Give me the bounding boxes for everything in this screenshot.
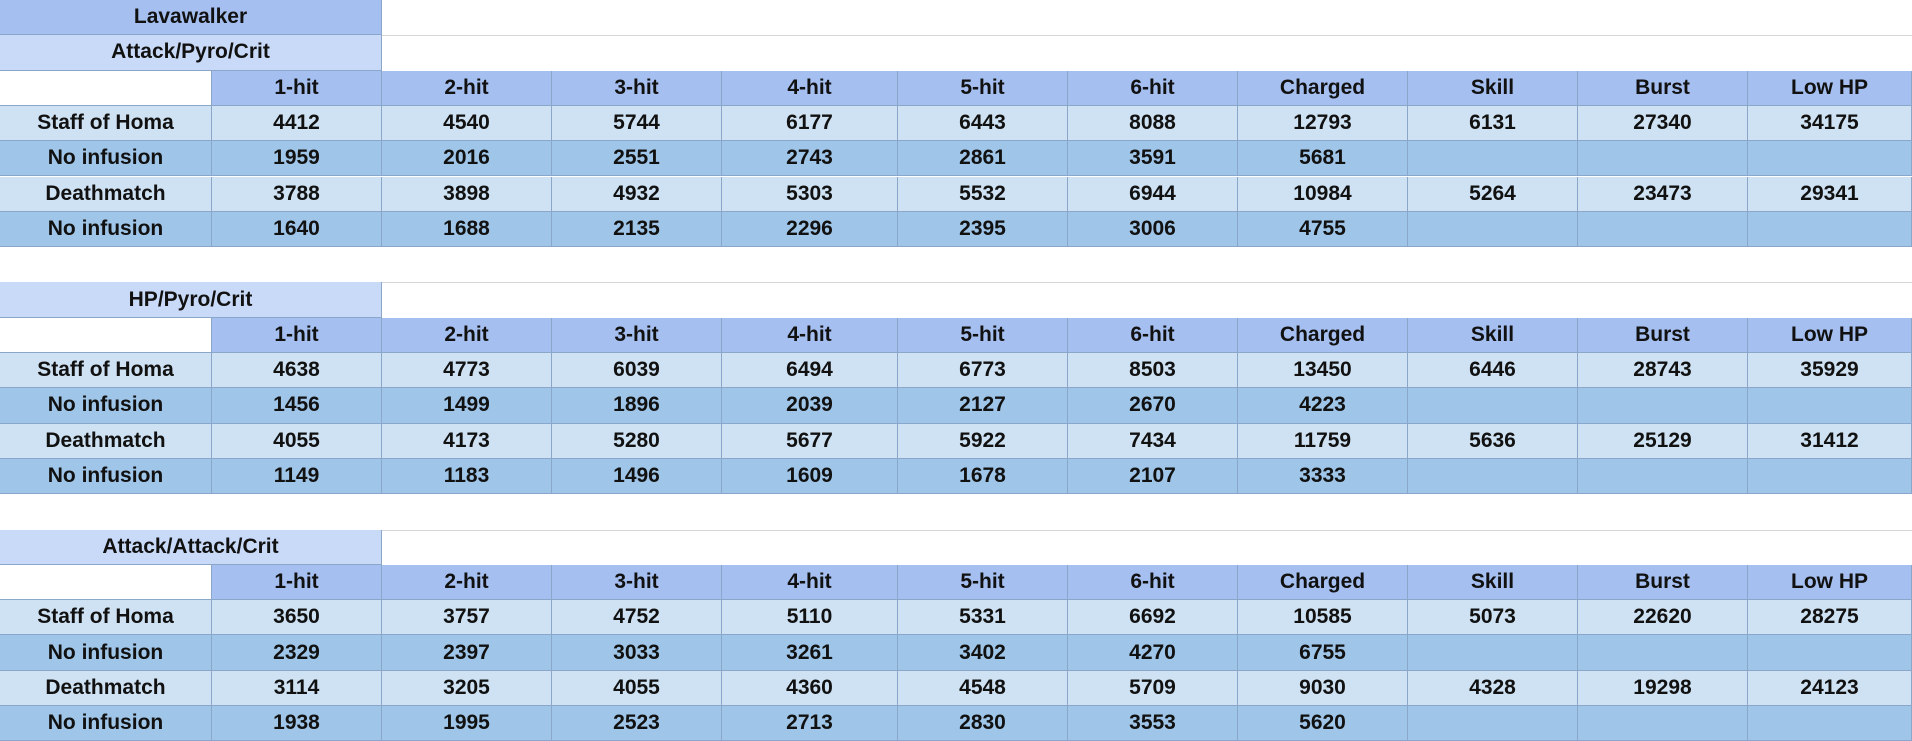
column-header-row (0, 318, 1912, 353)
data-cell[interactable]: 5331 (898, 600, 1068, 635)
section-label-cell[interactable]: Attack/Pyro/Crit (0, 35, 382, 70)
table-row (0, 600, 1912, 635)
data-cell[interactable]: 10585 (1238, 600, 1408, 635)
data-cell[interactable]: 2670 (1068, 388, 1238, 423)
table-row (0, 424, 1912, 459)
data-cell[interactable]: 3402 (898, 635, 1068, 670)
column-header-cell[interactable]: 2-hit (382, 71, 552, 106)
data-cell[interactable]: 4548 (898, 671, 1068, 706)
data-cell[interactable] (1578, 388, 1748, 423)
column-header-cell[interactable]: Charged (1238, 565, 1408, 600)
weapon-name-cell[interactable]: Staff of Homa (0, 600, 212, 635)
column-header-cell[interactable]: 1-hit (212, 565, 382, 600)
weapon-name-cell[interactable]: No infusion (0, 388, 212, 423)
table-row (0, 106, 1912, 141)
data-cell[interactable]: 5744 (552, 106, 722, 141)
data-cell[interactable]: 3333 (1238, 459, 1408, 494)
data-cell[interactable]: 2329 (212, 635, 382, 670)
data-cell[interactable]: 3650 (212, 600, 382, 635)
data-cell[interactable]: 2107 (1068, 459, 1238, 494)
data-cell[interactable]: 4173 (382, 424, 552, 459)
data-cell[interactable]: 5681 (1238, 141, 1408, 176)
data-cell[interactable]: 4328 (1408, 671, 1578, 706)
data-cell[interactable]: 29341 (1748, 177, 1912, 212)
data-cell[interactable]: 1499 (382, 388, 552, 423)
data-cell[interactable]: 2039 (722, 388, 898, 423)
column-header-row (0, 565, 1912, 600)
data-cell[interactable]: 35929 (1748, 353, 1912, 388)
data-cell[interactable]: 2551 (552, 141, 722, 176)
data-cell[interactable]: 2523 (552, 706, 722, 741)
data-cell[interactable]: 12793 (1238, 106, 1408, 141)
data-cell[interactable]: 1496 (552, 459, 722, 494)
weapon-name-cell[interactable]: No infusion (0, 212, 212, 247)
data-cell[interactable]: 34175 (1748, 106, 1912, 141)
data-cell[interactable]: 3205 (382, 671, 552, 706)
data-cell[interactable]: 3006 (1068, 212, 1238, 247)
data-cell[interactable] (1578, 706, 1748, 741)
column-header-cell[interactable]: 1-hit (212, 71, 382, 106)
data-cell[interactable] (1748, 706, 1912, 741)
data-cell[interactable]: 3261 (722, 635, 898, 670)
data-cell[interactable]: 6944 (1068, 177, 1238, 212)
title-row (0, 0, 1912, 35)
data-cell[interactable]: 13450 (1238, 353, 1408, 388)
weapon-name-cell[interactable]: No infusion (0, 141, 212, 176)
data-cell[interactable]: 3788 (212, 177, 382, 212)
weapon-name-cell[interactable]: Staff of Homa (0, 353, 212, 388)
data-cell[interactable] (1748, 388, 1912, 423)
weapon-name-cell[interactable]: No infusion (0, 635, 212, 670)
data-cell[interactable]: 2016 (382, 141, 552, 176)
table-row (0, 177, 1912, 212)
spacer-row (0, 494, 1912, 529)
data-cell[interactable] (1578, 212, 1748, 247)
data-cell[interactable]: 3591 (1068, 141, 1238, 176)
data-cell[interactable]: 4752 (552, 600, 722, 635)
table-row (0, 353, 1912, 388)
data-cell[interactable]: 1640 (212, 212, 382, 247)
column-header-cell[interactable]: Low HP (1748, 565, 1912, 600)
column-header-cell[interactable]: Skill (1408, 318, 1578, 353)
corner-cell[interactable] (0, 318, 212, 353)
table-row (0, 388, 1912, 423)
data-cell[interactable]: 1678 (898, 459, 1068, 494)
column-header-cell[interactable]: 2-hit (382, 565, 552, 600)
data-cell[interactable]: 5264 (1408, 177, 1578, 212)
column-header-cell[interactable]: 4-hit (722, 318, 898, 353)
data-cell[interactable]: 28743 (1578, 353, 1748, 388)
data-cell[interactable]: 2135 (552, 212, 722, 247)
data-cell[interactable]: 5532 (898, 177, 1068, 212)
data-cell[interactable]: 4773 (382, 353, 552, 388)
column-header-cell[interactable]: 6-hit (1068, 318, 1238, 353)
weapon-name-cell[interactable]: Staff of Homa (0, 106, 212, 141)
data-cell[interactable]: 4638 (212, 353, 382, 388)
data-cell[interactable]: 3033 (552, 635, 722, 670)
data-cell[interactable] (1748, 635, 1912, 670)
section-label-row (0, 282, 1912, 317)
column-header-cell[interactable]: 5-hit (898, 71, 1068, 106)
data-cell[interactable]: 5303 (722, 177, 898, 212)
data-cell[interactable]: 1688 (382, 212, 552, 247)
data-cell[interactable]: 4755 (1238, 212, 1408, 247)
data-cell[interactable]: 4270 (1068, 635, 1238, 670)
data-cell[interactable]: 6692 (1068, 600, 1238, 635)
data-cell[interactable] (1408, 212, 1578, 247)
data-cell[interactable]: 28275 (1748, 600, 1912, 635)
weapon-name-cell[interactable]: Deathmatch (0, 424, 212, 459)
column-header-cell[interactable]: 3-hit (552, 565, 722, 600)
column-header-cell[interactable]: 6-hit (1068, 71, 1238, 106)
column-header-cell[interactable]: Charged (1238, 71, 1408, 106)
data-cell[interactable]: 3553 (1068, 706, 1238, 741)
table-row (0, 212, 1912, 247)
section-label-cell[interactable]: Attack/Attack/Crit (0, 530, 382, 565)
data-cell[interactable]: 6443 (898, 106, 1068, 141)
data-cell[interactable]: 27340 (1578, 106, 1748, 141)
data-cell[interactable] (1408, 706, 1578, 741)
data-cell[interactable]: 5636 (1408, 424, 1578, 459)
data-cell[interactable]: 6131 (1408, 106, 1578, 141)
column-header-cell[interactable]: 4-hit (722, 71, 898, 106)
data-cell[interactable]: 6755 (1238, 635, 1408, 670)
data-cell[interactable]: 4055 (212, 424, 382, 459)
data-cell[interactable]: 1183 (382, 459, 552, 494)
column-header-cell[interactable]: Charged (1238, 318, 1408, 353)
data-cell[interactable]: 5677 (722, 424, 898, 459)
data-cell[interactable]: 1995 (382, 706, 552, 741)
data-cell[interactable]: 2395 (898, 212, 1068, 247)
data-cell[interactable]: 2830 (898, 706, 1068, 741)
data-cell[interactable]: 6039 (552, 353, 722, 388)
weapon-name-cell[interactable]: Deathmatch (0, 671, 212, 706)
data-cell[interactable] (1408, 459, 1578, 494)
data-cell[interactable]: 9030 (1238, 671, 1408, 706)
column-header-cell[interactable]: 4-hit (722, 565, 898, 600)
title-cell[interactable]: Lavawalker (0, 0, 382, 35)
data-cell[interactable]: 1609 (722, 459, 898, 494)
data-cell[interactable]: 23473 (1578, 177, 1748, 212)
data-cell[interactable]: 2861 (898, 141, 1068, 176)
table-row (0, 141, 1912, 176)
data-cell[interactable]: 1149 (212, 459, 382, 494)
column-header-cell[interactable]: 5-hit (898, 318, 1068, 353)
data-cell[interactable] (1408, 388, 1578, 423)
data-cell[interactable] (1578, 141, 1748, 176)
data-cell[interactable]: 4360 (722, 671, 898, 706)
data-cell[interactable]: 5110 (722, 600, 898, 635)
data-cell[interactable]: 2743 (722, 141, 898, 176)
data-cell[interactable]: 4055 (552, 671, 722, 706)
column-header-cell[interactable]: 6-hit (1068, 565, 1238, 600)
data-cell[interactable]: 2127 (898, 388, 1068, 423)
data-cell[interactable]: 5073 (1408, 600, 1578, 635)
data-cell[interactable]: 11759 (1238, 424, 1408, 459)
data-cell[interactable]: 6177 (722, 106, 898, 141)
column-header-cell[interactable]: 5-hit (898, 565, 1068, 600)
column-header-cell[interactable]: Low HP (1748, 318, 1912, 353)
section-label-cell[interactable]: HP/Pyro/Crit (0, 282, 382, 317)
table-row (0, 635, 1912, 670)
table-row (0, 459, 1912, 494)
data-cell[interactable]: 19298 (1578, 671, 1748, 706)
data-cell[interactable]: 6773 (898, 353, 1068, 388)
data-cell[interactable]: 25129 (1578, 424, 1748, 459)
data-cell[interactable]: 5620 (1238, 706, 1408, 741)
corner-cell[interactable] (0, 71, 212, 106)
data-cell[interactable]: 4412 (212, 106, 382, 141)
table-row (0, 671, 1912, 706)
data-cell[interactable] (1748, 459, 1912, 494)
data-cell[interactable]: 24123 (1748, 671, 1912, 706)
data-cell[interactable]: 31412 (1748, 424, 1912, 459)
data-cell[interactable]: 5709 (1068, 671, 1238, 706)
spacer-row (0, 247, 1912, 282)
section-label-row (0, 35, 1912, 70)
data-cell[interactable]: 10984 (1238, 177, 1408, 212)
data-cell[interactable]: 7434 (1068, 424, 1238, 459)
column-header-cell[interactable]: 1-hit (212, 318, 382, 353)
column-header-cell[interactable]: 3-hit (552, 318, 722, 353)
column-header-cell[interactable]: 3-hit (552, 71, 722, 106)
column-header-cell[interactable]: Burst (1578, 318, 1748, 353)
data-cell[interactable]: 1938 (212, 706, 382, 741)
data-cell[interactable]: 4932 (552, 177, 722, 212)
data-cell[interactable]: 3898 (382, 177, 552, 212)
column-header-cell[interactable]: Burst (1578, 565, 1748, 600)
data-cell[interactable] (1748, 141, 1912, 176)
table-row (0, 706, 1912, 741)
column-header-cell[interactable]: 2-hit (382, 318, 552, 353)
weapon-name-cell[interactable]: Deathmatch (0, 177, 212, 212)
data-cell[interactable]: 5280 (552, 424, 722, 459)
section-label-row (0, 530, 1912, 565)
corner-cell[interactable] (0, 565, 212, 600)
data-cell[interactable]: 3757 (382, 600, 552, 635)
column-header-row (0, 71, 1912, 106)
weapon-name-cell[interactable]: No infusion (0, 706, 212, 741)
column-header-cell[interactable]: Low HP (1748, 71, 1912, 106)
data-cell[interactable]: 22620 (1578, 600, 1748, 635)
data-cell[interactable] (1748, 212, 1912, 247)
data-cell[interactable]: 2713 (722, 706, 898, 741)
data-cell[interactable]: 6446 (1408, 353, 1578, 388)
data-cell[interactable]: 3114 (212, 671, 382, 706)
weapon-name-cell[interactable]: No infusion (0, 459, 212, 494)
data-cell[interactable]: 8503 (1068, 353, 1238, 388)
data-cell[interactable] (1408, 635, 1578, 670)
data-cell[interactable]: 4223 (1238, 388, 1408, 423)
data-cell[interactable]: 5922 (898, 424, 1068, 459)
column-header-cell[interactable]: Skill (1408, 565, 1578, 600)
data-cell[interactable]: 4540 (382, 106, 552, 141)
data-cell[interactable] (1578, 635, 1748, 670)
data-cell[interactable]: 2397 (382, 635, 552, 670)
data-cell[interactable]: 2296 (722, 212, 898, 247)
data-cell[interactable] (1578, 459, 1748, 494)
data-cell[interactable]: 1959 (212, 141, 382, 176)
data-cell[interactable]: 1896 (552, 388, 722, 423)
data-cell[interactable]: 6494 (722, 353, 898, 388)
data-cell[interactable]: 8088 (1068, 106, 1238, 141)
data-cell[interactable] (1408, 141, 1578, 176)
column-header-cell[interactable]: Burst (1578, 71, 1748, 106)
data-cell[interactable]: 1456 (212, 388, 382, 423)
column-header-cell[interactable]: Skill (1408, 71, 1578, 106)
